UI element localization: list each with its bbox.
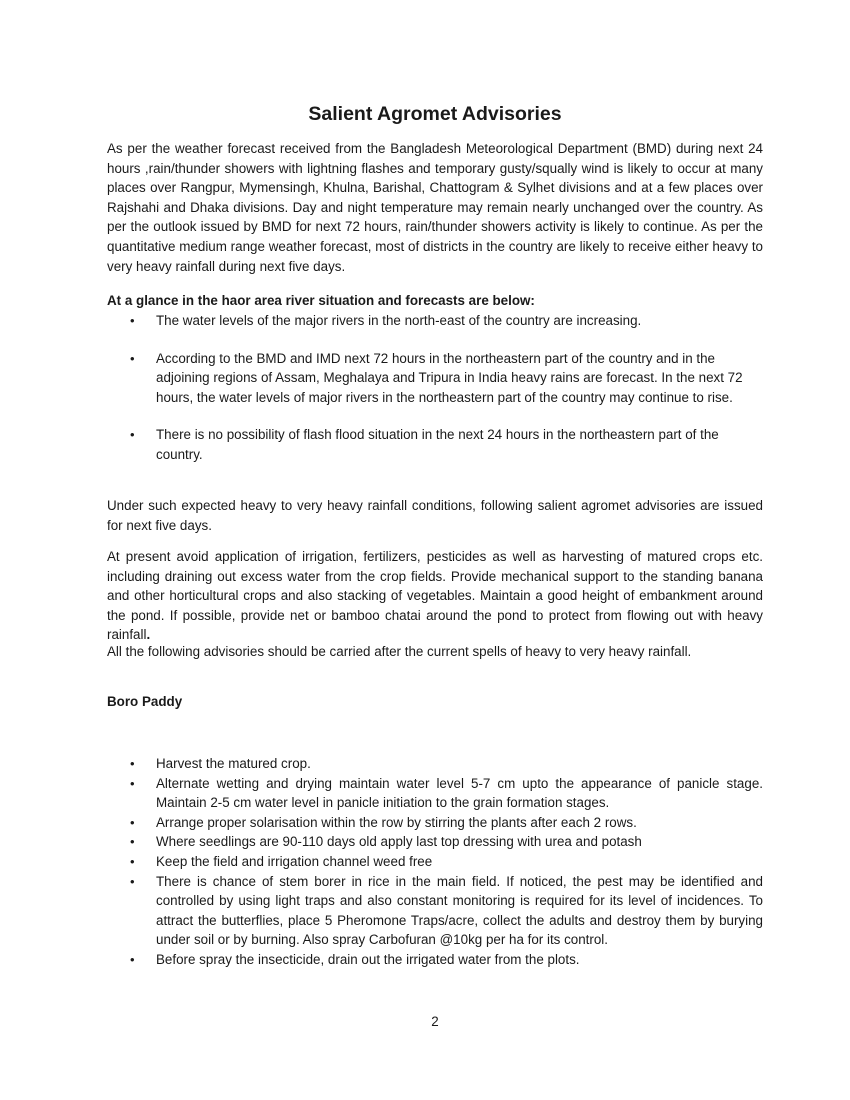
bullet-icon: • xyxy=(130,873,135,889)
list-item xyxy=(107,774,763,813)
bullet-icon: • xyxy=(130,834,135,850)
list-item-text: Harvest the matured crop. xyxy=(156,756,311,771)
present-end-mark: . xyxy=(146,627,151,643)
list-item-text: The water levels of the major rivers in the north-east of the country are increasing. xyxy=(156,313,642,328)
all-following-paragraph: All the following advisories should be carried after the current spells of heavy to very heavy rainfall. xyxy=(107,644,692,659)
list-item xyxy=(107,813,763,833)
list-item xyxy=(107,832,763,852)
page-number: 2 xyxy=(431,1014,439,1029)
glance-heading: At a glance in the haor area river situation and forecasts are below: xyxy=(107,293,535,308)
bullet-icon: • xyxy=(130,814,135,830)
page-title: Salient Agromet Advisories xyxy=(308,103,562,125)
bullet-icon: • xyxy=(130,313,135,328)
list-item-text: According to the BMD and IMD next 72 hours in the northeastern part of the country and in the adjoining regions of Assam, Meghalaya and Tripura in India heavy rains are forecast. In the next 72 hours, the water levels of major rivers in the northeastern part of the country may continue to rise. xyxy=(156,350,743,405)
list-item-text: Keep the field and irrigation channel weed free xyxy=(156,853,433,869)
list-item xyxy=(107,872,763,950)
bullet-icon: • xyxy=(130,775,135,791)
expected-paragraph: Under such expected heavy to very heavy rainfall conditions, following salient agromet advisories are issued for next five days. xyxy=(107,498,763,533)
bullet-icon: • xyxy=(130,350,135,366)
list-item-text: Before spray the insecticide, drain out the irrigated water from the plots. xyxy=(156,951,580,967)
list-item xyxy=(107,852,763,872)
list-item xyxy=(107,754,763,774)
list-item xyxy=(107,311,763,331)
boro-list xyxy=(107,754,763,970)
list-item-text: Where seedlings are 90-110 days old apply last top dressing with urea and potash xyxy=(156,834,642,850)
list-item xyxy=(107,950,763,970)
list-item xyxy=(107,349,763,408)
present-paragraph xyxy=(107,547,763,645)
bullet-icon: • xyxy=(130,853,135,869)
present-text: At present avoid application of irrigation, fertilizers, pesticides as well as harvesting of matured crops etc. including draining out excess water from the crop fields. Provide mechanical support to the standing banana and other horticultural crops and also stacking of vegetables. Maintain a good height of embankment around the pond. If possible, provide net or bamboo chatai around the pond to protect from flowing out with heavy rainfall xyxy=(107,549,763,643)
bullet-icon: • xyxy=(130,427,135,443)
list-item-text: There is no possibility of flash flood situation in the next 24 hours in the northeastern part of the country. xyxy=(156,427,719,462)
list-item-text: There is chance of stem borer in rice in the main field. If noticed, the pest may be identified and controlled by using light traps and also constant monitoring is required for its level of incidences. To attract the butterflies, place 5 Pheromone Traps/acre, collect the adults and destroy them by burying under soil or by burning. Also spray Carbofuran @10kg per ha for its control. xyxy=(156,873,763,948)
bullet-icon: • xyxy=(130,951,135,967)
glance-list xyxy=(107,311,763,465)
bullet-icon: • xyxy=(130,756,135,771)
intro-paragraph: As per the weather forecast received from the Bangladesh Meteorological Department (BMD) during next 24 hours ,rain/thunder showers with lightning flashes and temporary gusty/squally wind is likely to occur at many places over Rangpur, Mymensingh, Khulna, Barishal, Chattogram & Sylhet divisions and at a few places over Rajshahi and Dhaka divisions. Day and night temperature may remain nearly unchanged over the country. As per the outlook issued by BMD for next 72 hours, rain/thunder showers activity is likely to continue. As per the quantitative medium range weather forecast, most of districts in the country are likely to receive either heavy to very heavy rainfall during next five days. xyxy=(107,141,763,274)
list-item-text: Arrange proper solarisation within the row by stirring the plants after each 2 rows. xyxy=(156,814,637,830)
boro-heading: Boro Paddy xyxy=(107,694,183,709)
list-item-text: Alternate wetting and drying maintain water level 5-7 cm upto the appearance of panicle stage. Maintain 2-5 cm water level in panicle initiation to the grain formation stages. xyxy=(156,775,763,811)
list-item xyxy=(107,425,763,464)
